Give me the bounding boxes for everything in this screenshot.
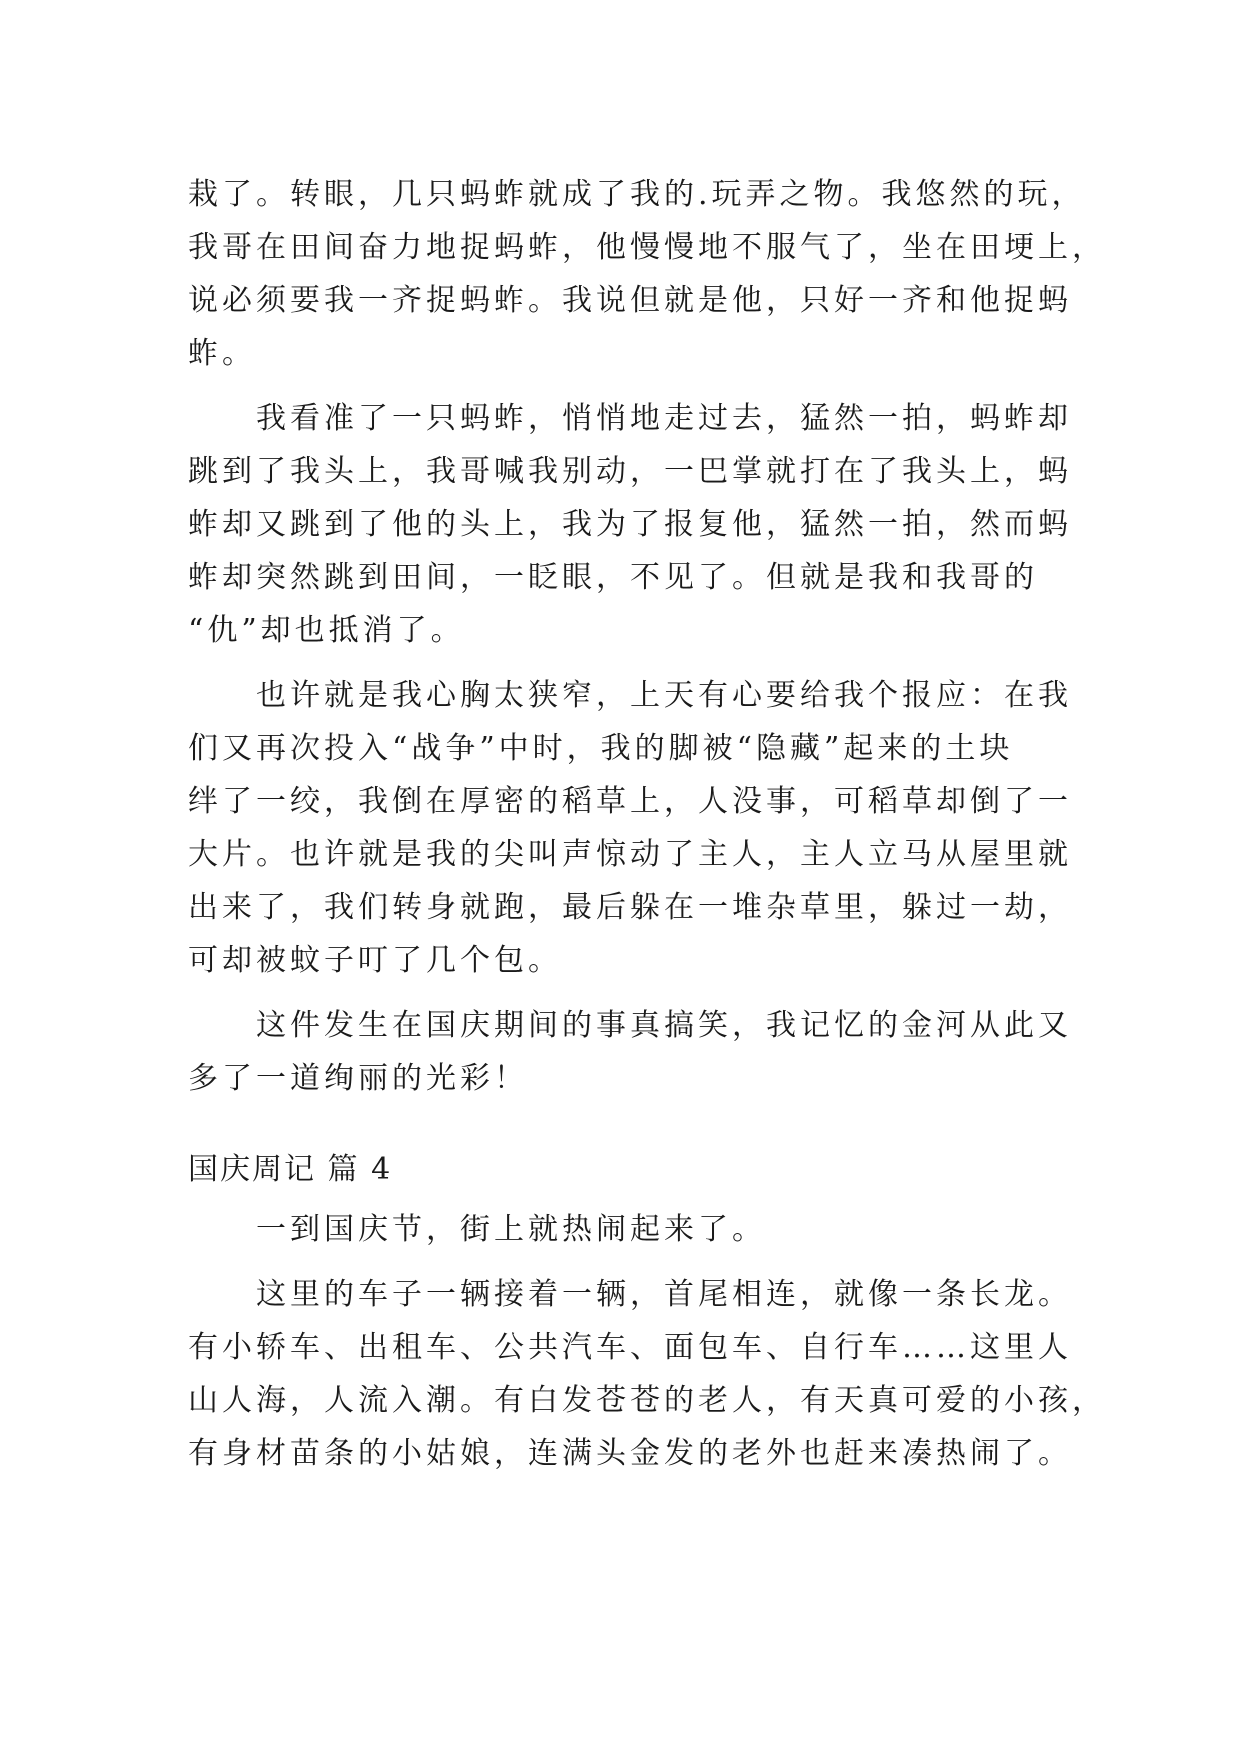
text-line: 跳到了我头上，我哥喊我别动，一巴掌就打在了我头上，蚂 — [188, 454, 1072, 489]
text-line: 出来了，我们转身就跑，最后躲在一堆杂草里，躲过一劫， — [188, 890, 1072, 925]
text-line: 有小轿车、出租车、公共汽车、面包车、自行车……这里人 — [188, 1330, 1072, 1365]
text-line: 有身材苗条的小姑娘，连满头金发的老外也赶来凑热闹了。 — [188, 1436, 1072, 1471]
text-line: 可却被蚊子叮了几个包。 — [188, 943, 562, 978]
text-line: 蚱却突然跳到田间，一眨眼，不见了。但就是我和我哥的 — [188, 560, 1038, 595]
text-line: 蚱却又跳到了他的头上，我为了报复他，猛然一拍，然而蚂 — [188, 507, 1072, 542]
text-line: “仇”却也抵消了。 — [188, 613, 465, 648]
text-line: 绊了一绞，我倒在厚密的稻草上，人没事，可稻草却倒了一 — [188, 784, 1072, 819]
paragraph-start-line: 一到国庆节，街上就热闹起来了。 — [256, 1212, 766, 1247]
paragraph-start-line: 这里的车子一辆接着一辆，首尾相连，就像一条长龙。 — [256, 1277, 1072, 1312]
text-line: 大片。也许就是我的尖叫声惊动了主人，主人立马从屋里就 — [188, 837, 1072, 872]
text-line: 多了一道绚丽的光彩！ — [188, 1061, 528, 1096]
text-line: 山人海，人流入潮。有白发苍苍的老人，有天真可爱的小孩， — [188, 1383, 1106, 1418]
section-heading: 国庆周记 篇 4 — [188, 1152, 393, 1187]
text-line: 蚱。 — [188, 336, 256, 371]
paragraph-start-line: 这件发生在国庆期间的事真搞笑，我记忆的金河从此又 — [256, 1008, 1072, 1043]
paragraph-start-line: 也许就是我心胸太狭窄，上天有心要给我个报应：在我 — [256, 678, 1072, 713]
text-line: 说必须要我一齐捉蚂蚱。我说但就是他，只好一齐和他捉蚂 — [188, 283, 1072, 318]
text-line: 们又再次投入“战争”中时，我的脚被“隐藏”起来的土块 — [188, 731, 1014, 766]
text-line: 栽了。转眼，几只蚂蚱就成了我的.玩弄之物。我悠然的玩， — [188, 177, 1086, 212]
paragraph-start-line: 我看准了一只蚂蚱，悄悄地走过去，猛然一拍，蚂蚱却 — [256, 401, 1072, 436]
text-line: 我哥在田间奋力地捉蚂蚱，他慢慢地不服气了，坐在田埂上， — [188, 230, 1106, 265]
